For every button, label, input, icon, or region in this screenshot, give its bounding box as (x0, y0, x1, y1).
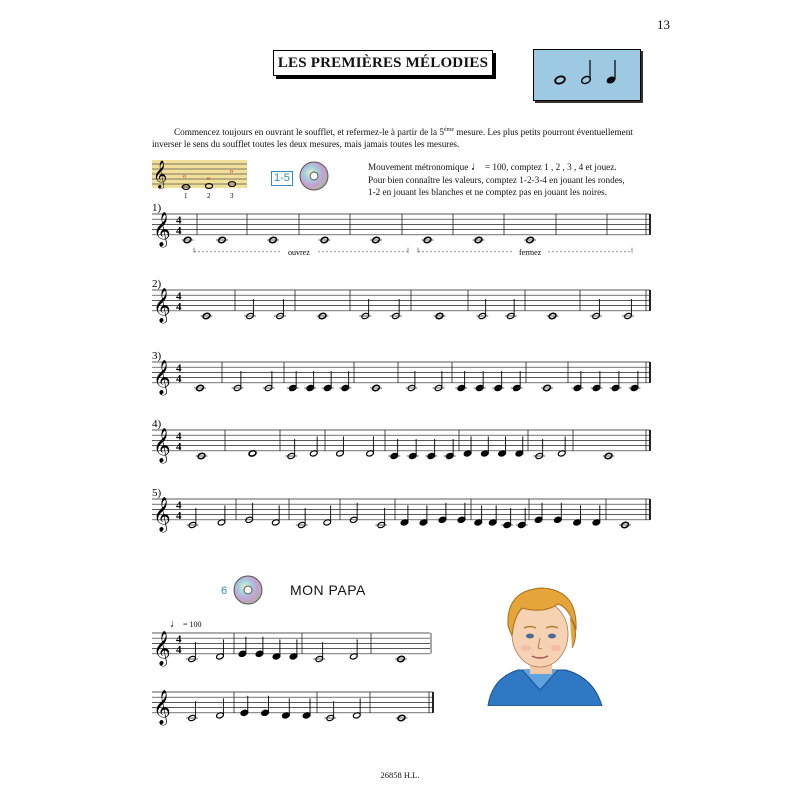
song-title: MON PAPA (290, 582, 366, 598)
exercise-number: 2) (152, 278, 162, 290)
note-values-box (533, 49, 641, 101)
exercise-number: 4) (152, 418, 162, 430)
quarter-note-icon: ♩ (170, 618, 181, 630)
reference-staff (152, 158, 252, 200)
music-staff (148, 412, 668, 482)
exercise-number: 1) (152, 202, 162, 214)
treble-clef-icon: 𝄞 (153, 497, 171, 531)
boy-illustration (478, 578, 606, 706)
svg-text:o: o (207, 176, 210, 182)
time-signature: 4 (176, 224, 182, 237)
page-number: 13 (657, 17, 670, 32)
page-title: LES PREMIÈRES MÉLODIES (273, 50, 493, 76)
music-staff (148, 196, 668, 276)
treble-clef-icon: 𝄞 (153, 288, 171, 322)
music-staff (148, 272, 668, 342)
svg-text:o: o (230, 169, 233, 175)
music-staff (148, 481, 668, 551)
treble-clef-icon: 𝄞 (153, 212, 171, 246)
finger-number: 1 (184, 192, 188, 200)
annotation-open: ouvrez (288, 247, 310, 257)
treble-clef-icon: 𝄞 (153, 360, 171, 394)
song-tempo: ♩ = 100 (170, 618, 202, 630)
time-signature: 4 (176, 499, 182, 512)
tempo-instructions: Mouvement métronomique ♩ = 100, comptez 1 , 2 , 3 , 4 et jouez. Pour bien connaître les valeurs, comptez 1-2-3-4 en jouant les rondes, 1-2 en jouant les blanches et ne comptez pas en jouant les noires. (368, 159, 625, 197)
bellows-annotation (194, 248, 632, 257)
cd-icon (298, 160, 330, 192)
cd-track-label: 6 (221, 585, 228, 597)
finger-number: 3 (230, 192, 234, 200)
cd-icon (232, 574, 264, 606)
exercise-number: 3) (152, 350, 162, 362)
treble-clef-icon: 𝄞 (153, 631, 171, 665)
exercise-number: 5) (152, 487, 162, 499)
time-signature: 4 (176, 300, 182, 313)
quarter-note-icon: ♩ (470, 159, 483, 173)
treble-clef-icon: 𝄞 (153, 690, 171, 724)
time-signature: 4 (176, 440, 182, 453)
time-signature: 4 (176, 290, 182, 303)
time-signature: 4 (176, 643, 182, 656)
music-staff (148, 344, 668, 414)
time-signature: 4 (176, 509, 182, 522)
treble-clef-icon: 𝄞 (153, 428, 171, 462)
time-signature: 4 (176, 633, 182, 646)
treble-clef-icon: 𝄞 (153, 162, 168, 188)
time-signature: 4 (176, 372, 182, 385)
annotation-close: fermez (519, 247, 542, 257)
cd-track-label: 1-5 (271, 171, 293, 186)
intro-paragraph: Commencez toujours en ouvrant le soufflet, et refermez-le à partir de la 5ème mesure. Les plus petits pourront éventuellement inverser le sens du soufflet toutes les deux mesures, mais jamais toutes les mesures. (152, 127, 633, 150)
time-signature: 4 (176, 430, 182, 443)
time-signature: 4 (176, 362, 182, 375)
time-signature: 4 (176, 214, 182, 227)
finger-number: 2 (207, 192, 211, 200)
svg-text:o: o (183, 174, 186, 180)
note-values-icon (534, 50, 640, 100)
song-staff (148, 678, 448, 732)
footer-catalog-code: 26858 H.L. (380, 770, 420, 780)
